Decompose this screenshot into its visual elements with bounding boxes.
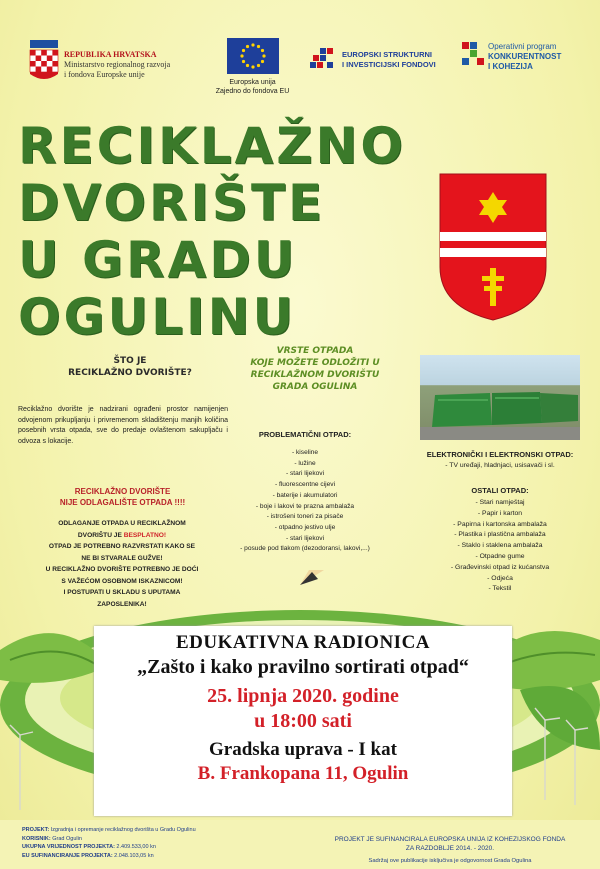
problematic-list: - kiseline - lužine - stari lijekovi - fluorescentne cijevi - baterije i akumulatori - boje i lakovi te prazna ambalaža - istrošeni toneri za pisače - otpadno jestivo ulje - stari lijekovi - posude pod tlakom (dezodoransi, lakovi,...) (240, 449, 370, 553)
free-text: BESPLATNO! (123, 531, 167, 539)
footer (0, 820, 600, 869)
event-date: 25. lipnja 2020. godine (207, 685, 399, 707)
esif-line-2: I INVESTICIJSKI FONDOVI (342, 60, 436, 69)
op-line-3: I KOHEZIJA (488, 62, 533, 71)
problematic-heading: PROBLEMATIČNI OTPAD: (258, 430, 352, 439)
ogulin-coat-icon (438, 172, 548, 322)
hr-text: REPUBLIKA HRVATSKA Ministarstvo regionalnog razvoja i fondova Europske unije (64, 50, 171, 79)
warning-text: RECIKLAŽNO DVORIŠTE NIJE ODLAGALIŠTE OTPADA !!!! (59, 487, 186, 507)
project-info: PROJEKT: Izgradnja i opremanje reciklažnog dvorišta u Gradu Ogulinu KORISNIK: Grad Ogulin UKUPNA VRIJEDNOST PROJEKTA: 2.409.533,00 kn EU SUFINANCIRANJE PROJEKTA: 2.048.103,05 kn (22, 827, 196, 859)
esif-squares-icon (310, 48, 338, 74)
event-address: B. Frankopana 11, Ogulin (197, 763, 409, 784)
croatia-coat-icon (28, 40, 60, 84)
waste-types-heading: VRSTE OTPADA KOJE MOŽETE ODLOŽITI U RECIKLAŽNOM DVORIŠTU GRADA OGULINA (250, 346, 380, 392)
main-title: RECIKLAŽNO DVORIŠTE U GRADU OGULINU (18, 117, 406, 346)
event-title: EDUKATIVNA RADIONICA (175, 632, 431, 653)
what-is-heading: ŠTO JE RECIKLAŽNO DVORIŠTE? (68, 356, 192, 378)
event-time: u 18:00 sati (254, 710, 352, 732)
eu-logo (205, 38, 300, 96)
op-logo (462, 42, 592, 75)
event-venue: Gradska uprava - I kat (209, 739, 397, 760)
electronic-item: - TV uređaji, hladnjaci, usisavači i sl. (445, 462, 555, 469)
event-box (94, 626, 512, 816)
esif-line-1: EUROPSKI STRUKTURNI (342, 50, 433, 59)
eu-caption-2: Zajedno do fondova EU (215, 88, 290, 95)
op-line-1: Operativni program (488, 42, 557, 51)
op-squares-icon (462, 42, 484, 70)
esif-logo (310, 48, 445, 79)
description-text: Reciklažno dvorište je nadzirani ograđeni prostor namijenjen odvojenom prikupljanju i privremenom skladištenju manjih količina posebnih vrsta otpada, sve do predaje ovlaštenom sakupljaču i odvoza s lokacije. (18, 406, 228, 445)
eu-caption-1: Europska unija (229, 79, 276, 86)
electronic-heading: ELEKTRONIČKI I ELEKTRONSKI OTPAD: (426, 450, 574, 459)
event-subtitle: „Zašto i kako pravilno sortirati otpad“ (137, 656, 469, 678)
other-list: - Stari namještaj - Papir i karton - Papirna i kartonska ambalaža - Plastika i plastična ambalaža - Staklo i staklena ambalaža - Otpadne gume - Građevinski otpad iz kućanstva - Odjeća - Tekstil (450, 499, 550, 593)
eu-flag-icon (227, 38, 279, 74)
containers-photo (420, 355, 580, 440)
op-line-2: KONKURENTNOST (488, 52, 562, 61)
funding-statement: PROJEKT JE SUFINANCIRALA EUROPSKA UNIJA IZ KOHEZIJSKOG FONDA ZA RAZDOBLJE 2014. - 2020. Sadržaj ove publikacije isključiva je odgovornost Grada Ogulina (334, 836, 566, 864)
rules-text: ODLAGANJE OTPADA U RECIKLAŽNOM DVORIŠTU JE BESPLATNO! OTPAD JE POTREBNO RAZVRSTATI KAKO SE NE BI STVARALE GUŽVE! U RECIKLAŽNO DVORIŠTE POTREBNO JE DOĆI S VAŽEĆOM OSOBNOM ISKAZNICOM! I POSTUPATI U SKLADU S UPUTAMA ZAPOSLENIKA! (45, 520, 199, 608)
other-heading: OSTALI OTPAD: (471, 486, 529, 495)
